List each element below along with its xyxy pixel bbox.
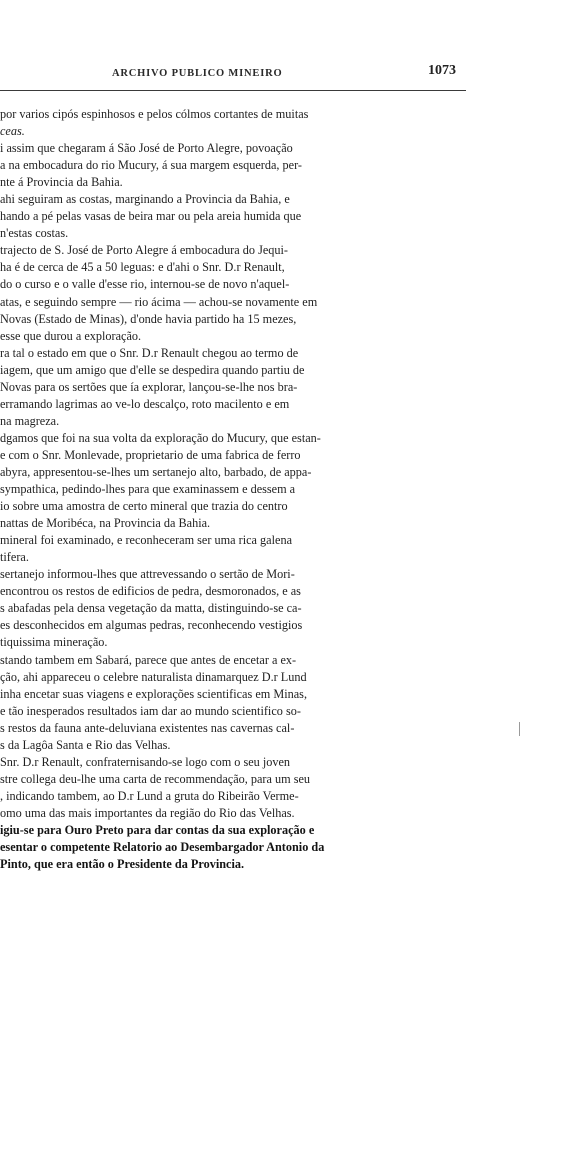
text-line: ahi seguiram as costas, marginando a Provincia da Bahia, e (0, 192, 290, 207)
text-line: stre collega deu-lhe uma carta de recommendação, para um seu (0, 771, 311, 786)
text-line: s abafadas pela densa vegetação da matta, distinguindo-se ca- (0, 601, 302, 616)
text-line: abyra, appresentou-se-lhes um sertanejo alto, barbado, de appa- (0, 464, 312, 479)
text-line: ceas. (0, 124, 25, 139)
text-line: Pinto, que era então o Presidente da Provincia. (0, 857, 245, 872)
text-line: io sobre uma amostra de certo mineral que trazia do centro (0, 499, 288, 514)
text-line: e com o Snr. Monlevade, proprietario de uma fabrica de ferro (0, 447, 301, 462)
text-line: tiquissima mineração. (0, 635, 108, 650)
text-line: a na embocadura do rio Mucury, á sua margem esquerda, per- (0, 158, 302, 173)
text-line: s restos da fauna ante-deluviana existentes nas cavernas cal- (0, 720, 295, 735)
text-line: dgamos que foi na sua volta da exploração do Mucury, que estan- (0, 430, 321, 445)
text-line: igiu-se para Ouro Preto para dar contas da sua exploração e (0, 822, 315, 837)
text-line: iagem, que um amigo que d'elle se despedira quando partiu de (0, 362, 305, 377)
text-line: trajecto de S. José de Porto Alegre á embocadura do Jequi- (0, 243, 288, 258)
text-line: , indicando tambem, ao D.r Lund a gruta do Ribeirão Verme- (0, 788, 299, 803)
text-line: stando tambem em Sabará, parece que antes de encetar a ex- (0, 652, 297, 667)
text-line: por varios cipós espinhosos e pelos cólmos cortantes de muitas (0, 107, 309, 121)
text-line: esse que durou a exploração. (0, 328, 142, 343)
text-line: inha encetar suas viagens e explorações scientificas em Minas, (0, 686, 308, 701)
text-line: encontrou os restos de edificios de pedra, desmoronados, e as (0, 584, 301, 599)
text-line: Novas (Estado de Minas), d'onde havia partido ha 15 mezes, (0, 311, 297, 326)
text-line: sertanejo informou-lhes que attrevessando o sertão de Mori- (0, 567, 295, 582)
text-line: hando a pé pelas vasas de beira mar ou pela areia humida que (0, 209, 302, 224)
text-line: na magreza. (0, 413, 60, 428)
text-line: Novas para os sertões que ía explorar, lançou-se-lhe nos bra- (0, 379, 298, 394)
text-line: omo uma das mais importantes da região do Rio das Velhas. (0, 805, 295, 820)
text-line: ra tal o estado em que o Snr. D.r Renault chegou ao termo de (0, 345, 299, 360)
text-line: ha é de cerca de 45 a 50 leguas: e d'ahi o Snr. D.r Renault, (0, 260, 285, 275)
text-line: s da Lagôa Santa e Rio das Velhas. (0, 737, 171, 752)
text-line: nte á Provincia da Bahia. (0, 175, 123, 190)
text-line: nattas de Moribéca, na Provincia da Bahia. (0, 516, 211, 531)
text-line: e tão inesperados resultados iam dar ao mundo scientifico so- (0, 703, 301, 718)
margin-mark (519, 722, 520, 736)
text-line: atas, e seguindo sempre — rio ácima — achou-se novamente em (0, 294, 318, 309)
text-line: erramando lagrimas ao ve-lo descalço, roto macilento e em (0, 396, 290, 411)
text-line: do o curso e o valle d'esse rio, internou-se de novo n'aquel- (0, 277, 290, 292)
text-line: tifera. (0, 550, 29, 565)
text-line: Snr. D.r Renault, confraternisando-se logo com o seu joven (0, 754, 291, 769)
text-line: i assim que chegaram á São José de Porto Alegre, povoação (0, 141, 293, 156)
header-rule (0, 90, 466, 91)
text-line: n'estas costas. (0, 226, 69, 241)
text-line: ção, ahi appareceu o celebre naturalista dinamarquez D.r Lund (0, 669, 307, 684)
page-header (0, 60, 470, 84)
text-line: esentar o competente Relatorio ao Desembargador Antonio da (0, 840, 325, 855)
text-line: es desconhecidos em algumas pedras, reconhecendo vestigios (0, 618, 303, 633)
page-number: 1073 (428, 63, 456, 78)
text-line: sympathica, pedindo-lhes para que examinassem e dessem a (0, 482, 296, 497)
text-line: mineral foi examinado, e reconheceram ser uma rica galena (0, 533, 293, 548)
running-title: ARCHIVO PUBLICO MINEIRO (112, 68, 283, 79)
body-text (0, 106, 470, 873)
